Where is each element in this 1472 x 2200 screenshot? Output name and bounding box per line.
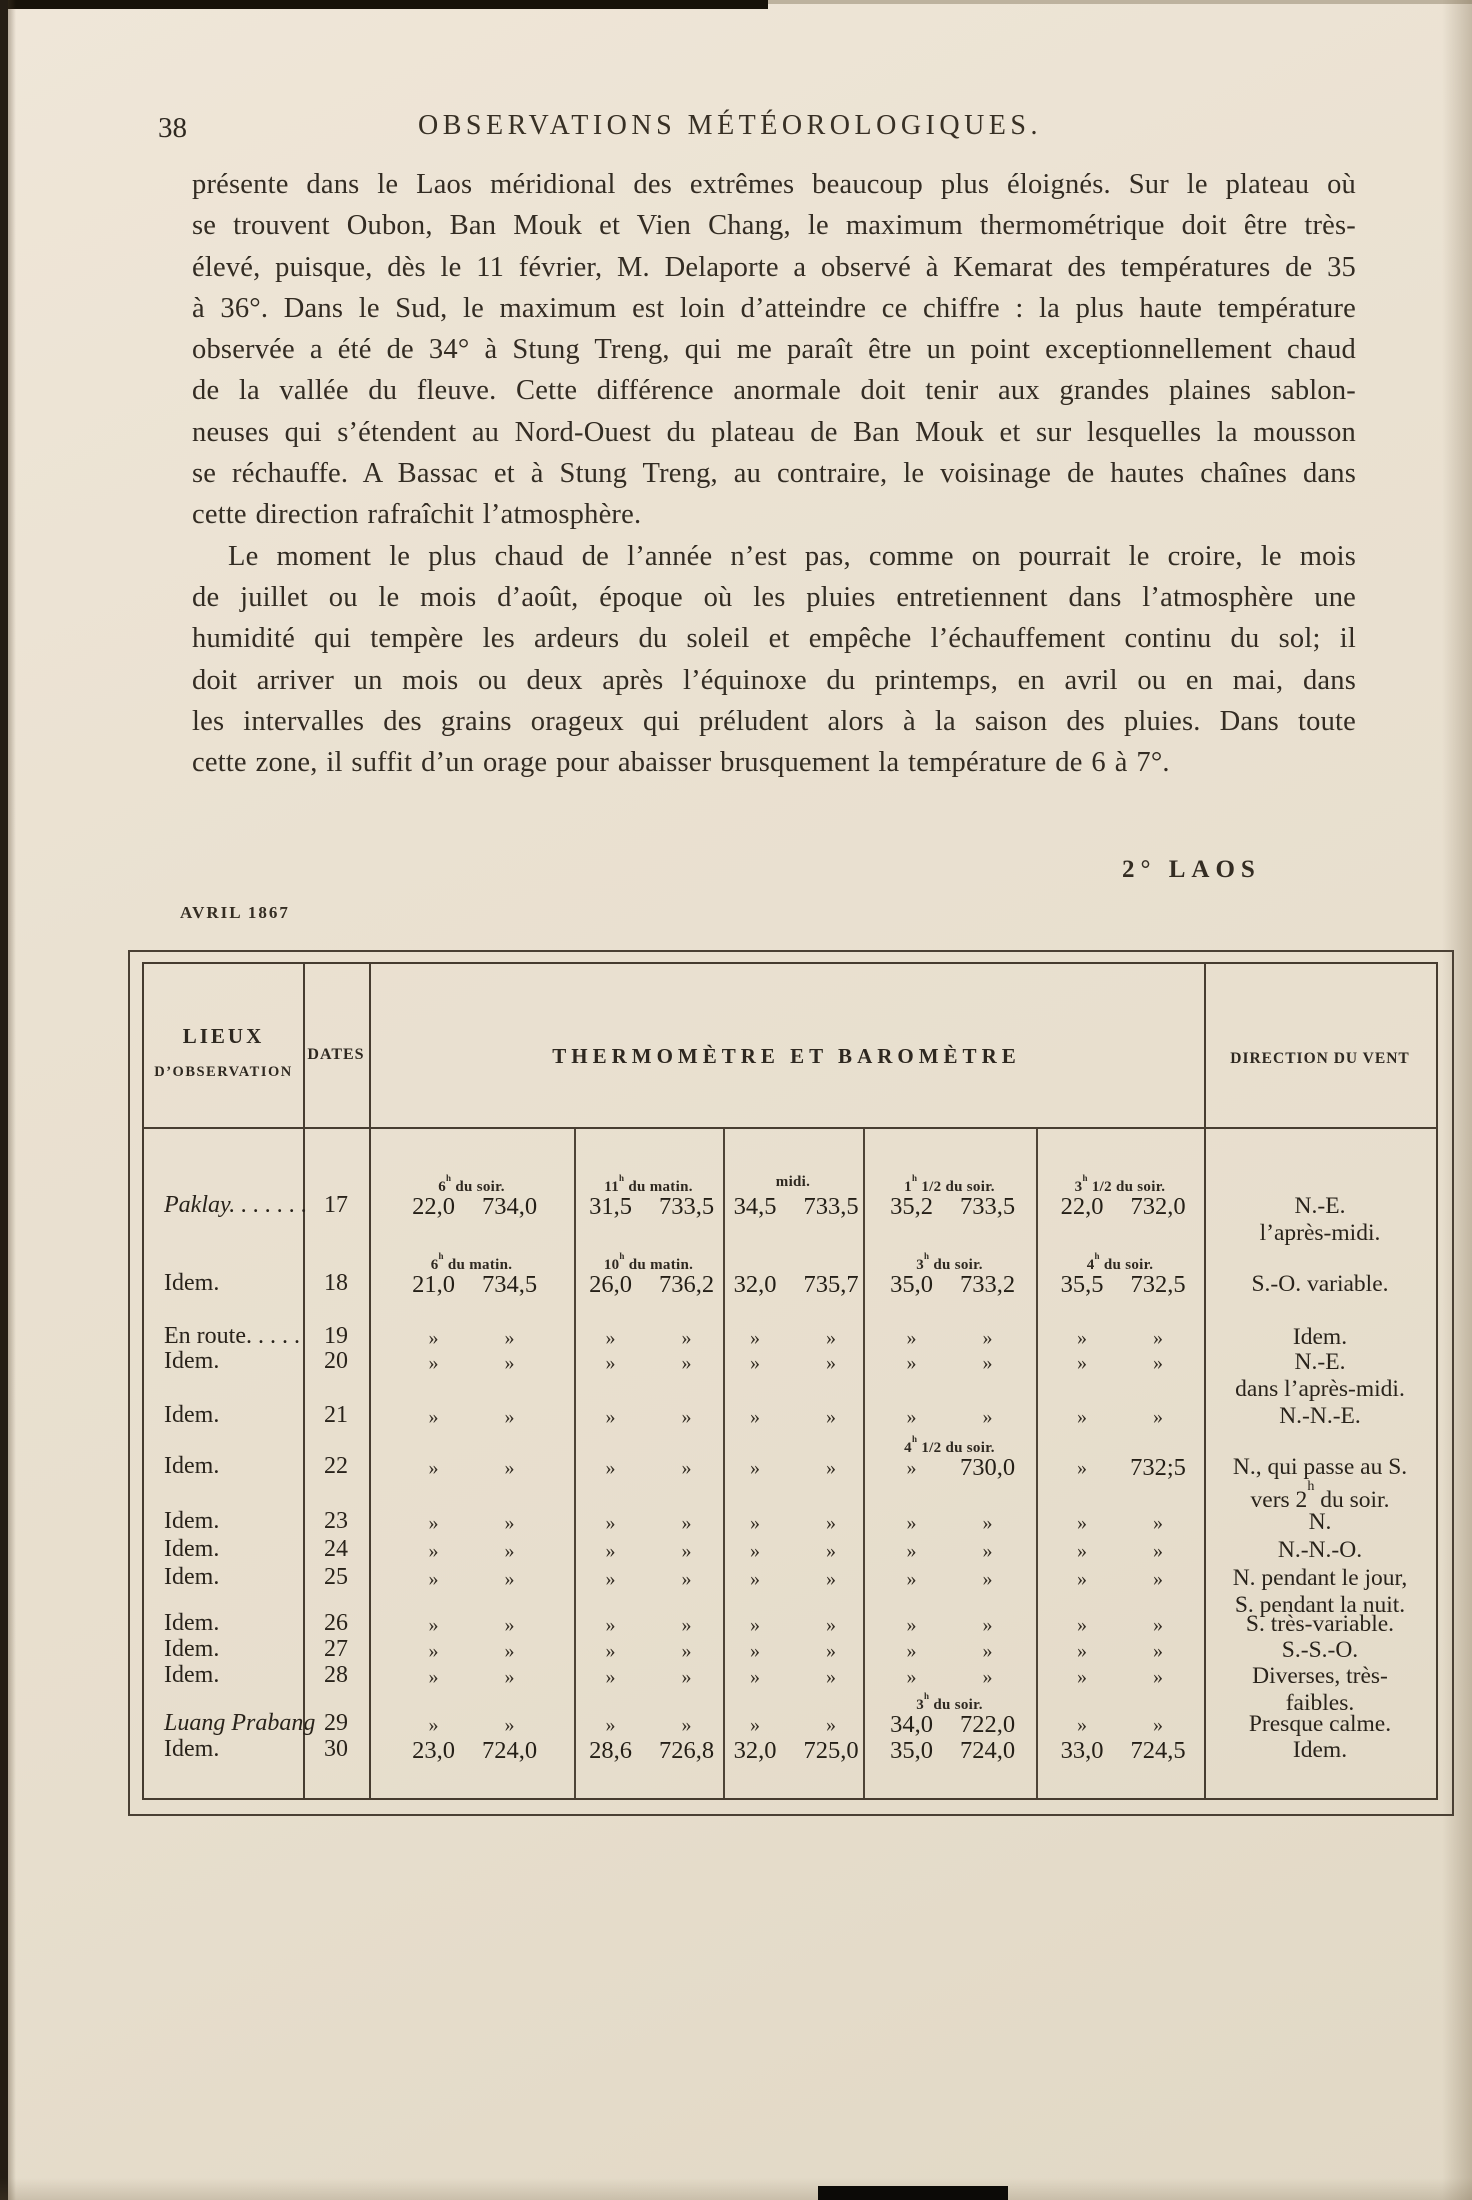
time-label: 1$^h$ 1/2 du soir. [904,1172,995,1195]
ditto-mark: » [750,1327,760,1349]
date-cell: 21 [324,1402,348,1428]
ditto-mark: » [750,1640,760,1662]
body-text [192,164,1356,783]
ditto-mark: » [906,1406,917,1428]
thermo-baro-cell [723,1536,863,1566]
ditto-mark: » [826,1568,836,1590]
thermo-baro-cell [723,1348,863,1378]
ditto-mark: » [750,1352,760,1374]
ditto-mark: » [826,1512,836,1534]
text-line: cette direction rafraîchit l’atmosphère. [192,499,642,531]
ditto-mark: » [826,1457,836,1479]
running-title: OBSERVATIONS MÉTÉOROLOGIQUES. [418,110,1042,141]
paragraph-1 [192,164,1356,536]
wind-cell [1206,1324,1434,1351]
wind-cell [1206,1509,1434,1536]
reading-value: 734,5 [481,1271,538,1298]
thermo-baro-cell [574,1250,723,1300]
date-cell: 18 [324,1270,348,1296]
ditto-mark: » [504,1352,515,1374]
reading-value: 724,0 [481,1737,538,1764]
place-cell: Idem. [164,1348,220,1374]
thermo-baro-cell [1036,1250,1204,1300]
thermo-baro-cell [574,1402,723,1432]
reading-value: 32,0 [733,1737,777,1764]
ditto-mark: » [1153,1327,1163,1349]
ditto-mark: » [1153,1540,1163,1562]
ditto-mark: » [1153,1666,1163,1688]
wind-cell [1206,1403,1434,1430]
reading-value: 28,6 [589,1737,632,1764]
thermo-baro-cell [369,1662,574,1692]
thermo-baro-cell [369,1564,574,1594]
ditto-mark: » [982,1406,993,1428]
ditto-mark: » [681,1614,692,1636]
ditto-mark: » [681,1406,692,1428]
ditto-mark: » [826,1714,836,1736]
thermo-baro-cell [863,1250,1036,1300]
reading-value: 33,0 [1060,1737,1104,1764]
text-line: à 36°. Dans le Sud, le maximum est loin d’atteindre ce chiffre : la plus haute température [192,292,1356,324]
ditto-mark: » [504,1406,515,1428]
date-cell: 20 [324,1348,348,1374]
thermo-baro-cell [863,1508,1036,1538]
ditto-mark: » [982,1512,993,1534]
ditto-mark: » [428,1457,439,1479]
reading-value: 31,5 [589,1193,632,1220]
ditto-mark: » [428,1640,439,1662]
ditto-mark: » [428,1327,439,1349]
thermo-baro-cell [574,1662,723,1692]
place-cell: Idem. [164,1636,220,1662]
ditto-mark: » [906,1666,917,1688]
thermo-baro-cell [369,1453,574,1483]
header-thermometre-barometre: THERMOMÈTRE ET BAROMÈTRE [552,1044,1021,1068]
reading-value: 34,0 [890,1711,933,1738]
time-label: 11$^h$ du matin. [604,1172,693,1195]
ditto-mark: » [982,1568,993,1590]
text-line: élevé, puisque, dès le 11 février, M. Delaporte a observé à Kemarat des températures de 35 [192,251,1356,283]
ditto-mark: » [428,1714,439,1736]
time-label: 6$^h$ du matin. [430,1250,513,1273]
reading-value: 733,2 [959,1271,1016,1298]
ditto-mark: » [750,1457,760,1479]
ditto-mark: » [681,1640,692,1662]
thermo-baro-cell [863,1433,1036,1483]
ditto-mark: » [504,1512,515,1534]
wind-line: Idem. [1292,1737,1348,1763]
ditto-mark: » [1077,1666,1087,1688]
place-cell: Paklay. . . . . . . [164,1192,308,1218]
reading-value: 21,0 [412,1271,455,1298]
wind-cell [1206,1271,1434,1298]
date-cell: 17 [324,1192,348,1218]
reading-value: 724,0 [959,1737,1016,1764]
ditto-mark: » [1077,1568,1087,1590]
wind-cell [1206,1737,1434,1764]
page-number: 38 [158,112,187,144]
wind-line: l’après-midi. [1259,1219,1381,1246]
text-line: doit arriver un mois ou deux après l’équinoxe du printemps, en avril ou en mai, dans [192,664,1356,696]
reading-value: 736,2 [658,1271,715,1298]
ditto-mark: » [504,1457,515,1479]
ditto-mark: » [681,1327,692,1349]
ditto-mark: » [428,1614,439,1636]
reading-value: 35,5 [1060,1271,1104,1298]
ditto-mark: » [428,1512,439,1534]
ditto-mark: » [681,1352,692,1374]
thermo-baro-cell [574,1564,723,1594]
wind-cell [1206,1349,1434,1402]
time-label: 3$^h$ 1/2 du soir. [1074,1172,1166,1195]
ditto-mark: » [826,1352,836,1374]
wind-line: faibles. [1285,1689,1355,1716]
text-line: les intervalles des grains orageux qui préludent alors à la saison des pluies. Dans toute [192,705,1356,737]
section-heading: 2° LAOS [1122,856,1261,883]
reading-value: 725,0 [803,1737,859,1764]
thermo-baro-cell [574,1453,723,1483]
ditto-mark: » [750,1714,760,1736]
date-cell: 29 [324,1710,348,1736]
time-label: midi. [775,1174,811,1190]
ditto-mark: » [906,1540,917,1562]
wind-line: N.-E. [1294,1349,1346,1375]
ditto-mark: » [826,1666,836,1688]
ditto-mark: » [605,1540,616,1562]
wind-cell [1206,1663,1434,1716]
ditto-mark: » [428,1540,439,1562]
date-cell: 26 [324,1610,348,1636]
thermo-baro-cell [369,1536,574,1566]
wind-line: N.-N.-O. [1277,1537,1363,1563]
wind-line: N., qui passe au S. [1232,1454,1408,1480]
wind-cell [1206,1711,1434,1738]
ditto-mark: » [681,1714,692,1736]
reading-value: 726,8 [658,1737,715,1764]
reading-value: 730,0 [959,1454,1016,1481]
thermo-baro-cell [723,1564,863,1594]
reading-value: 732,0 [1130,1193,1186,1220]
scan-edge-bottom-shadow [0,2178,1472,2200]
wind-line: S.-S.-O. [1281,1637,1359,1663]
reading-value: 722,0 [959,1711,1016,1738]
place-cell: Idem. [164,1508,220,1534]
wind-cell [1206,1611,1434,1638]
text-line: humidité qui tempère les ardeurs du soleil et empêche l’échauffement continu du sol; il [192,623,1356,655]
ditto-mark: » [605,1327,616,1349]
ditto-mark: » [750,1568,760,1590]
ditto-mark: » [504,1640,515,1662]
place-cell: Luang Prabang [164,1710,316,1736]
ditto-mark: » [504,1614,515,1636]
reading-value: 32,0 [733,1271,777,1298]
ditto-mark: » [1077,1457,1087,1479]
ditto-mark: » [750,1406,760,1428]
date-cell: 23 [324,1508,348,1534]
reading-value: 23,0 [412,1737,455,1764]
time-label: 10$^h$ du matin. [603,1250,694,1273]
reading-value: 35,0 [890,1271,933,1298]
thermo-baro-cell [369,1172,574,1222]
thermo-baro-cell [369,1348,574,1378]
scan-edge-left [0,0,8,2200]
wind-line: N.-E. [1294,1193,1346,1219]
ditto-mark: » [1077,1352,1087,1374]
reading-value: 35,2 [890,1193,933,1220]
thermo-baro-cell [1036,1736,1204,1766]
thermo-baro-cell [1036,1453,1204,1483]
wind-line: S.-O. variable. [1251,1271,1389,1297]
header-direction-du-vent: DIRECTION DU VENT [1230,1050,1410,1067]
text-line: présente dans le Laos méridional des extrêmes beaucoup plus éloignés. Sur le plateau où [192,169,1356,200]
text-line: Le moment le plus chaud de l’année n’est pas, comme on pourrait le croire, le mois [228,540,1356,572]
reading-value: 724,5 [1130,1737,1186,1764]
time-label: 4$^h$ 1/2 du soir. [904,1433,995,1456]
thermo-baro-cell [574,1508,723,1538]
ditto-mark: » [982,1640,993,1662]
ditto-mark: » [428,1406,439,1428]
wind-line: N.-N.-E. [1279,1403,1361,1429]
ditto-mark: » [504,1568,515,1590]
thermo-baro-cell [863,1172,1036,1222]
ditto-mark: » [681,1540,692,1562]
wind-line: S. pendant la nuit. [1234,1591,1406,1618]
ditto-mark: » [1153,1614,1163,1636]
ditto-mark: » [605,1512,616,1534]
observations-table [128,950,1454,1816]
ditto-mark: » [605,1568,616,1590]
thermo-baro-cell [723,1662,863,1692]
reading-value: 34,5 [733,1193,777,1220]
ditto-mark: » [681,1568,692,1590]
place-cell: Idem. [164,1402,220,1428]
wind-cell [1206,1537,1434,1564]
ditto-mark: » [1153,1352,1163,1374]
ditto-mark: » [982,1540,993,1562]
place-cell: En route. . . . . [164,1323,300,1349]
thermo-baro-cell [723,1270,863,1300]
ditto-mark: » [681,1666,692,1688]
text-line: se trouvent Oubon, Ban Mouk et Vien Chang, le maximum thermométrique doit être très- [192,210,1356,242]
place-cell: Idem. [164,1270,220,1296]
ditto-mark: » [605,1614,616,1636]
thermo-baro-cell [369,1736,574,1766]
ditto-mark: » [982,1327,993,1349]
date-cell: 25 [324,1564,348,1590]
ditto-mark: » [605,1640,616,1662]
wind-line: N. pendant le jour, [1232,1565,1408,1591]
ditto-mark: » [1153,1714,1163,1736]
thermo-baro-cell [1036,1348,1204,1378]
ditto-mark: » [1153,1406,1163,1428]
thermo-baro-cell [574,1172,723,1222]
header-dates: DATES [307,1046,365,1063]
ditto-mark: » [1077,1512,1087,1534]
ditto-mark: » [906,1352,917,1374]
thermo-baro-cell [723,1402,863,1432]
reading-value: 733,5 [658,1193,715,1220]
ditto-mark: » [1077,1406,1087,1428]
thermo-baro-cell [863,1348,1036,1378]
ditto-mark: » [1077,1540,1087,1562]
wind-line: Idem. [1292,1324,1348,1350]
time-label: 3$^h$ du soir. [916,1250,983,1273]
wind-cell [1206,1637,1434,1664]
date-cell: 19 [324,1323,348,1349]
reading-value: 735,7 [803,1271,859,1298]
ditto-mark: » [1077,1614,1087,1636]
ditto-mark: » [681,1512,692,1534]
reading-value: 733,5 [959,1193,1016,1220]
date-cell: 27 [324,1636,348,1662]
text-line: de la vallée du fleuve. Cette différence anormale doit tenir aux grandes plaines sablon- [192,375,1356,407]
wind-line: vers 2$^h$ du soir. [1250,1478,1390,1513]
thermo-baro-cell [863,1736,1036,1766]
ditto-mark: » [906,1640,917,1662]
ditto-mark: » [982,1352,993,1374]
scan-edge-left-shadow [8,0,16,2200]
ditto-mark: » [681,1457,692,1479]
text-line: observée a été de 34° à Stung Treng, qui me paraît être un point exceptionnellement chaud [192,334,1356,366]
reading-value: 22,0 [412,1193,455,1220]
ditto-mark: » [826,1327,836,1349]
ditto-mark: » [605,1666,616,1688]
ditto-mark: » [906,1614,917,1636]
ditto-mark: » [504,1327,515,1349]
scan-edge-bottom-black [818,2186,1008,2200]
date-cell: 28 [324,1662,348,1688]
ditto-mark: » [750,1540,760,1562]
place-cell: Idem. [164,1662,220,1688]
ditto-mark: » [750,1614,760,1636]
table-body [144,964,1436,1798]
table-caption: AVRIL 1867 [180,903,290,922]
ditto-mark: » [906,1327,917,1349]
thermo-baro-cell [723,1174,863,1222]
ditto-mark: » [906,1568,917,1590]
paragraph-2 [192,536,1356,784]
reading-value: 734,0 [481,1193,538,1220]
reading-value: 732,5 [1130,1271,1186,1298]
date-cell: 22 [324,1453,348,1479]
thermo-baro-cell [723,1453,863,1483]
wind-cell [1206,1454,1434,1513]
ditto-mark: » [1153,1512,1163,1534]
ditto-mark: » [504,1666,515,1688]
place-cell: Idem. [164,1536,220,1562]
time-label: 6$^h$ du soir. [438,1172,505,1195]
scan-edge-top-right [768,0,1472,4]
reading-value: 35,0 [890,1737,933,1764]
scan-edge-top [0,0,768,9]
ditto-mark: » [1077,1714,1087,1736]
date-cell: 30 [324,1736,348,1762]
place-cell: Idem. [164,1736,220,1762]
place-cell: Idem. [164,1564,220,1590]
ditto-mark: » [826,1406,836,1428]
text-line: se réchauffe. A Bassac et à Stung Treng, au contraire, le voisinage de hautes chaînes dans [192,458,1356,490]
ditto-mark: » [504,1714,515,1736]
ditto-mark: » [750,1512,760,1534]
thermo-baro-cell [369,1508,574,1538]
ditto-mark: » [906,1457,917,1479]
ditto-mark: » [428,1568,439,1590]
ditto-mark: » [1153,1640,1163,1662]
thermo-baro-cell [1036,1662,1204,1692]
thermo-baro-cell [574,1736,723,1766]
place-cell: Idem. [164,1610,220,1636]
thermo-baro-cell [1036,1536,1204,1566]
thermo-baro-cell [1036,1564,1204,1594]
ditto-mark: » [750,1666,760,1688]
wind-line: N. [1308,1509,1332,1535]
wind-line: dans l’après-midi. [1235,1375,1405,1402]
thermo-baro-cell [1036,1402,1204,1432]
ditto-mark: » [605,1352,616,1374]
date-cell: 24 [324,1536,348,1562]
time-label: 3$^h$ du soir. [916,1690,983,1713]
header-lieux: LIEUX D’OBSERVATION [154,1024,293,1080]
ditto-mark: » [982,1614,993,1636]
wind-line: Diverses, très- [1252,1663,1388,1689]
thermo-baro-cell [1036,1172,1204,1222]
reading-value: 732;5 [1130,1454,1186,1481]
thermo-baro-cell [369,1250,574,1300]
ditto-mark: » [826,1614,836,1636]
ditto-mark: » [428,1352,439,1374]
reading-value: 26,0 [589,1271,632,1298]
reading-value: 733,5 [803,1193,859,1220]
thermo-baro-cell [369,1402,574,1432]
text-line: cette zone, il suffit d’un orage pour abaisser brusquement la température de 6 à 7°. [192,747,1170,779]
text-line: neuses qui s’étendent au Nord-Ouest du plateau de Ban Mouk et sur lesquelles la mousson [192,416,1356,448]
time-label: 4$^h$ du soir. [1086,1250,1154,1273]
ditto-mark: » [1077,1640,1087,1662]
thermo-baro-cell [574,1348,723,1378]
observations-table-frame [142,962,1438,1800]
ditto-mark: » [605,1457,616,1479]
wind-line: Presque calme. [1248,1711,1392,1737]
thermo-baro-cell [1036,1508,1204,1538]
ditto-mark: » [982,1666,993,1688]
thermo-baro-cell [863,1536,1036,1566]
thermo-baro-cell [863,1564,1036,1594]
thermo-baro-cell [574,1536,723,1566]
ditto-mark: » [1077,1327,1087,1349]
ditto-mark: » [605,1406,616,1428]
ditto-mark: » [428,1666,439,1688]
ditto-mark: » [504,1540,515,1562]
wind-line: S. très-variable. [1245,1611,1395,1637]
ditto-mark: » [826,1640,836,1662]
reading-value: 22,0 [1060,1193,1104,1220]
ditto-mark: » [826,1540,836,1562]
thermo-baro-cell [723,1736,863,1766]
wind-cell [1206,1193,1434,1246]
text-line: de juillet ou le mois d’août, époque où les pluies entretiennent dans l’atmosphère une [192,581,1356,613]
place-cell: Idem. [164,1453,220,1479]
ditto-mark: » [906,1512,917,1534]
ditto-mark: » [1153,1568,1163,1590]
thermo-baro-cell [723,1508,863,1538]
ditto-mark: » [605,1714,616,1736]
